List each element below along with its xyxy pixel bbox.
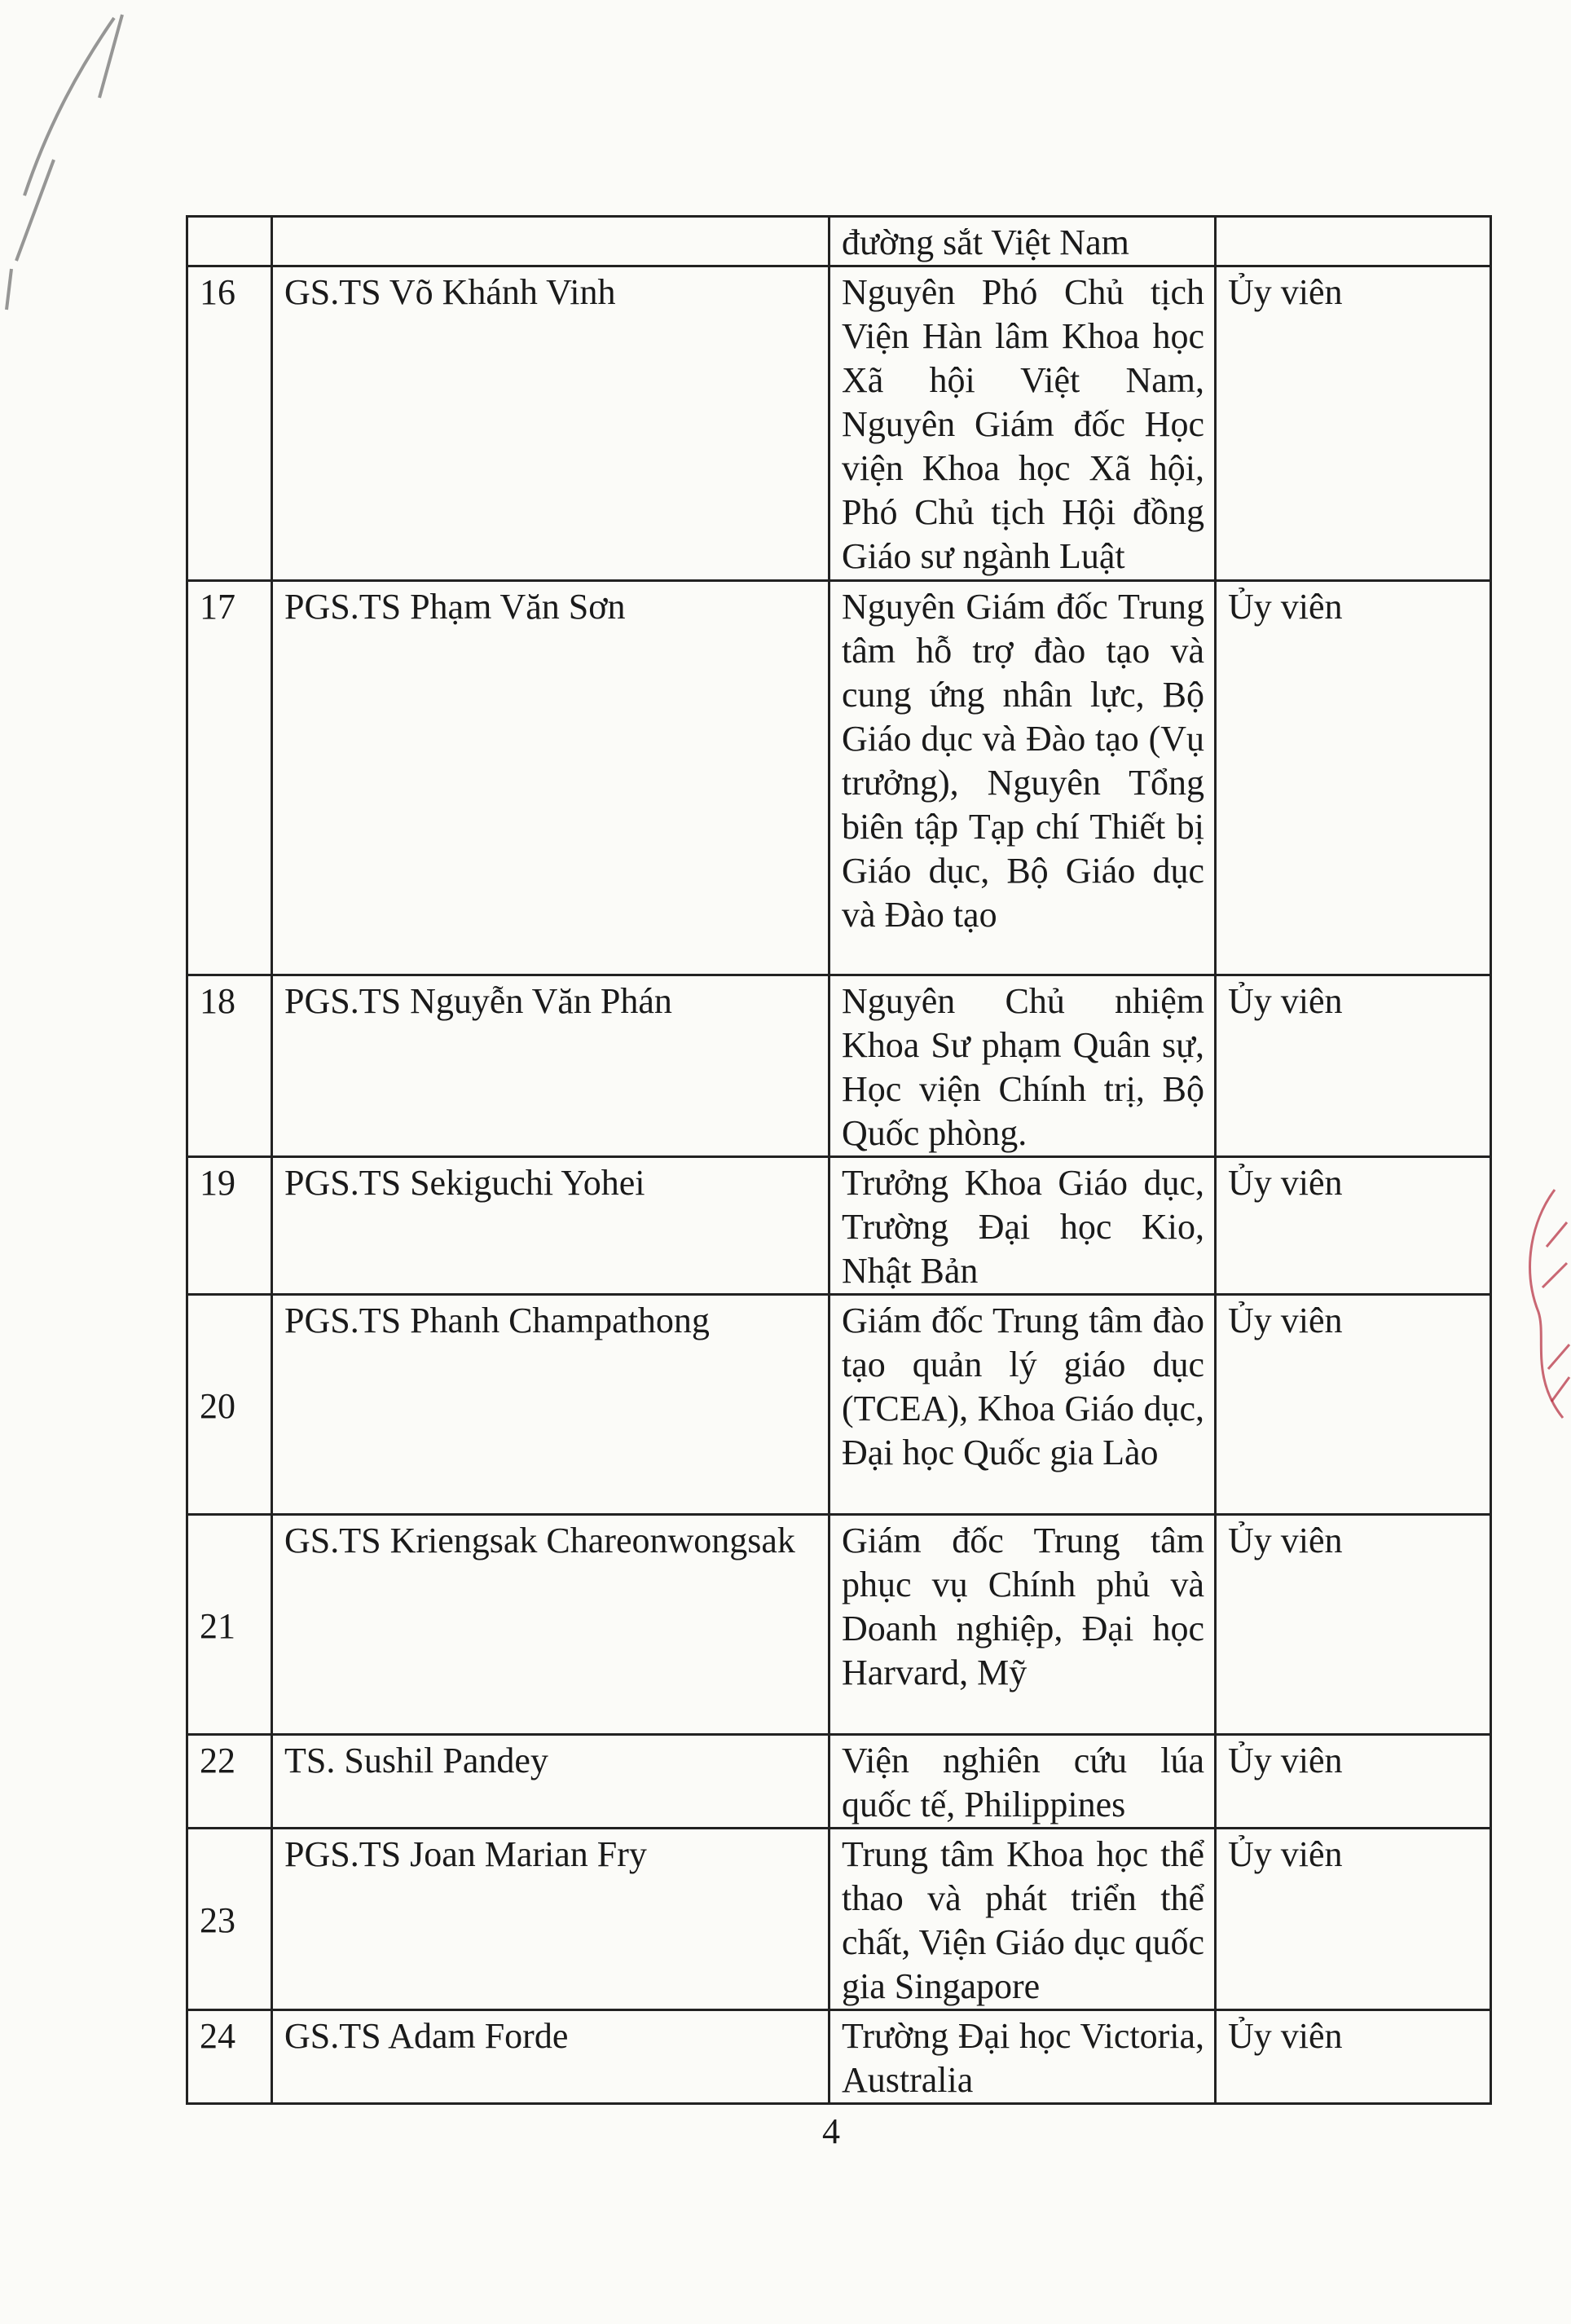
- stamp-fragment-icon: [1498, 1173, 1571, 1434]
- member-role: Ủy viên: [1216, 1295, 1491, 1515]
- council-members-table: [186, 215, 1492, 2105]
- member-name: GS.TS Võ Khánh Vinh: [272, 266, 830, 581]
- member-position: Trưởng Khoa Giáo dục, Trường Đại học Kio, Nhật Bản: [830, 1157, 1216, 1295]
- table-row: [187, 1295, 1491, 1515]
- member-position: Nguyên Phó Chủ tịch Viện Hàn lâm Khoa học Xã hội Việt Nam, Nguyên Giám đốc Học viện Khoa học Xã hội, Phó Chủ tịch Hội đồng Giáo sư ngành Luật: [830, 266, 1216, 581]
- table-row: [187, 1735, 1491, 1829]
- member-position: Viện nghiên cứu lúa quốc tế, Philippines: [830, 1735, 1216, 1829]
- member-position: Nguyên Giám đốc Trung tâm hỗ trợ đào tạo và cung ứng nhân lực, Bộ Giáo dục và Đào tạo (Vụ trưởng), Nguyên Tổng biên tập Tạp chí Thiết bị Giáo dục, Bộ Giáo dục và Đào tạo: [830, 581, 1216, 975]
- table-row-continuation: [187, 217, 1491, 266]
- row-number: 21: [187, 1515, 272, 1735]
- member-name: TS. Sushil Pandey: [272, 1735, 830, 1829]
- page-number: 4: [822, 2111, 840, 2151]
- member-role: Ủy viên: [1216, 2010, 1491, 2104]
- table-row: [187, 266, 1491, 581]
- member-name: PGS.TS Phanh Champathong: [272, 1295, 830, 1515]
- member-name: [272, 217, 830, 266]
- member-role: Ủy viên: [1216, 1735, 1491, 1829]
- row-number: 24: [187, 2010, 272, 2104]
- scan-edge-mark: [0, 0, 179, 342]
- member-position: Trường Đại học Victoria, Australia: [830, 2010, 1216, 2104]
- table-row: [187, 2010, 1491, 2104]
- row-number: 20: [187, 1295, 272, 1515]
- row-number: 22: [187, 1735, 272, 1829]
- member-role: Ủy viên: [1216, 975, 1491, 1157]
- member-name: GS.TS Adam Forde: [272, 2010, 830, 2104]
- row-number: 17: [187, 581, 272, 975]
- member-position: đường sắt Việt Nam: [830, 217, 1216, 266]
- member-name: PGS.TS Nguyễn Văn Phán: [272, 975, 830, 1157]
- member-position: Giám đốc Trung tâm đào tạo quản lý giáo dục (TCEA), Khoa Giáo dục, Đại học Quốc gia Lào: [830, 1295, 1216, 1515]
- member-role: Ủy viên: [1216, 1157, 1491, 1295]
- member-role: Ủy viên: [1216, 1515, 1491, 1735]
- member-position: Trung tâm Khoa học thể thao và phát triển thể chất, Viện Giáo dục quốc gia Singapore: [830, 1829, 1216, 2010]
- table-row: [187, 1157, 1491, 1295]
- row-number: 23: [187, 1829, 272, 2010]
- member-name: PGS.TS Phạm Văn Sơn: [272, 581, 830, 975]
- member-name: PGS.TS Joan Marian Fry: [272, 1829, 830, 2010]
- table-row: [187, 581, 1491, 975]
- table-row: [187, 975, 1491, 1157]
- member-position: Nguyên Chủ nhiệm Khoa Sư phạm Quân sự, Học viện Chính trị, Bộ Quốc phòng.: [830, 975, 1216, 1157]
- table-row: [187, 1829, 1491, 2010]
- member-role: Ủy viên: [1216, 1829, 1491, 2010]
- table-row: [187, 1515, 1491, 1735]
- row-number: 18: [187, 975, 272, 1157]
- member-role: Ủy viên: [1216, 581, 1491, 975]
- row-number: 19: [187, 1157, 272, 1295]
- member-role: [1216, 217, 1491, 266]
- row-number: [187, 217, 272, 266]
- member-name: GS.TS Kriengsak Chareonwongsak: [272, 1515, 830, 1735]
- member-role: Ủy viên: [1216, 266, 1491, 581]
- row-number: 16: [187, 266, 272, 581]
- member-name: PGS.TS Sekiguchi Yohei: [272, 1157, 830, 1295]
- member-position: Giám đốc Trung tâm phục vụ Chính phủ và Doanh nghiệp, Đại học Harvard, Mỹ: [830, 1515, 1216, 1735]
